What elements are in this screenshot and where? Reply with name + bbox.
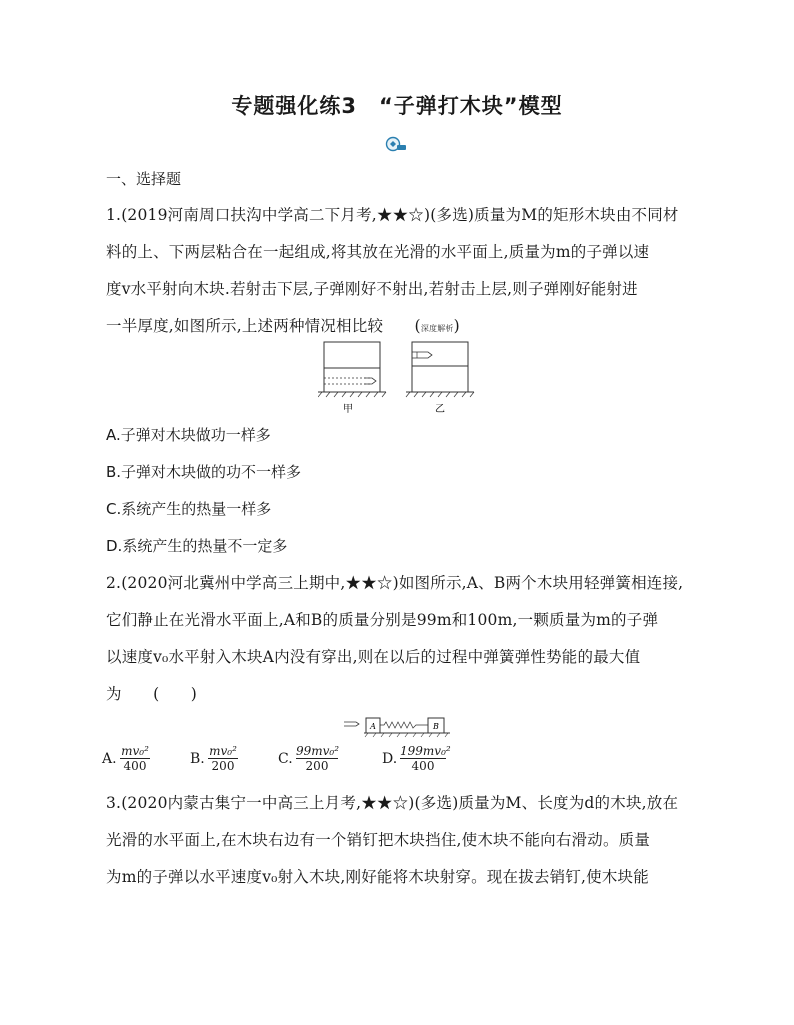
q2-option-b-label: B.	[190, 751, 205, 767]
q2-option-d-den: 400	[411, 759, 435, 773]
q1-option-d[interactable]: D.系统产生的热量不一定多	[106, 537, 288, 555]
q2-option-c[interactable]	[278, 744, 340, 773]
q1-line-3: 度v水平射向木块.若射击下层,子弹刚好不射出,若射击上层,则子弹刚好能射进	[106, 280, 638, 298]
q2-line-2: 它们静止在光滑水平面上,A和B的质量分别是99m和100m,一颗质量为m的子弹	[106, 611, 659, 629]
q1-option-c[interactable]: C.系统产生的热量一样多	[106, 500, 272, 518]
q3-line-1: 3.(2020内蒙古集宁一中高三上月考,★★☆)(多选)质量为M、长度为d的木块,放在	[106, 794, 679, 812]
q2-option-c-num: 99mv₀²	[296, 744, 340, 758]
q2-line-1: 2.(2020河北冀州中学高三上期中,★★☆)如图所示,A、B两个木块用轻弹簧相连接,	[106, 574, 684, 592]
q1-option-b[interactable]: B.子弹对木块做的功不一样多	[106, 463, 302, 481]
block-a-label: A	[370, 722, 376, 731]
q1-line-4-text: 一半厚度,如图所示,上述两种情况相比较 (	[106, 317, 421, 335]
page-title: 专题强化练3 “子弹打木块”模型	[231, 94, 563, 118]
section-heading: 一、选择题	[106, 170, 182, 188]
q2-option-b[interactable]	[190, 744, 238, 773]
q2-option-c-den: 200	[305, 759, 329, 773]
q1-figure	[318, 340, 478, 416]
q2-option-a-num: mv₀²	[121, 744, 149, 758]
q1-tag: 深度解析	[420, 324, 454, 333]
q2-option-d[interactable]	[382, 744, 451, 773]
block-b-label: B	[433, 722, 439, 731]
q2-option-a[interactable]	[102, 744, 150, 773]
q1-line-1: 1.(2019河南周口扶沟中学高二下月考,★★☆)(多选)质量为M的矩形木块由不同材	[106, 206, 679, 224]
q1-line-2: 料的上、下两层粘合在一起组成,将其放在光滑的水平面上,质量为m的子弹以速	[106, 243, 650, 261]
q1-figure-label-a: 甲	[343, 404, 353, 415]
q2-figure	[342, 713, 454, 739]
q2-option-b-num: mv₀²	[209, 744, 237, 758]
q3-line-3: 为m的子弹以水平速度v₀射入木块,刚好能将木块射穿。现在拔去销钉,使木块能	[106, 868, 649, 886]
logo-icon	[385, 136, 407, 152]
q2-line-4: 为 ( )	[106, 685, 197, 703]
q1-figure-label-b: 乙	[435, 404, 445, 415]
q2-option-a-den: 400	[123, 759, 147, 773]
q2-option-b-den: 200	[211, 759, 235, 773]
q2-option-d-label: D.	[382, 751, 398, 767]
q2-option-a-label: A.	[102, 751, 117, 767]
q2-option-c-label: C.	[278, 751, 293, 767]
q3-line-2: 光滑的水平面上,在木块右边有一个销钉把木块挡住,使木块不能向右滑动。质量	[106, 831, 651, 849]
q2-option-d-num: 199mv₀²	[400, 744, 451, 758]
q1-option-a[interactable]: A.子弹对木块做功一样多	[106, 426, 271, 444]
q2-line-3: 以速度v₀水平射入木块A内没有穿出,则在以后的过程中弹簧弹性势能的最大值	[106, 648, 641, 666]
q1-line-4: 一半厚度,如图所示,上述两种情况相比较 (深度解析)	[106, 317, 460, 335]
